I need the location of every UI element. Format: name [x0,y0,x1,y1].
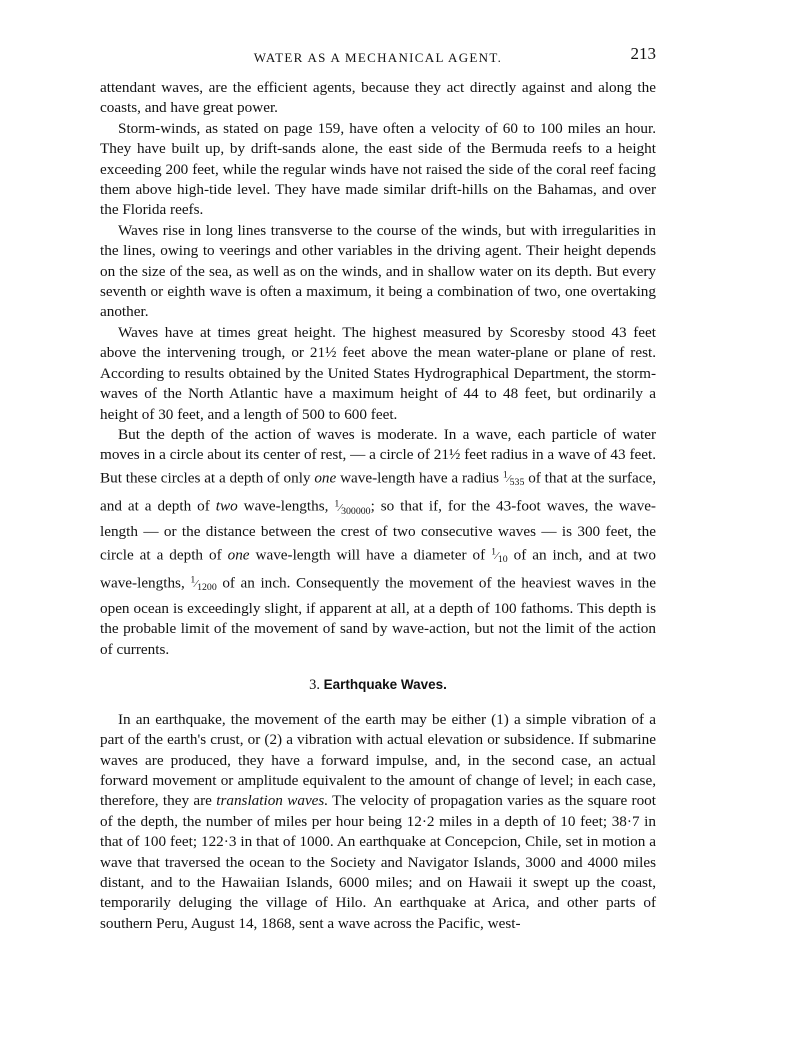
section-heading [100,675,656,695]
page-header [100,40,656,78]
book-page [100,40,656,934]
emphasis-translation-waves: translation waves. [216,792,329,810]
fraction-1-535: $^1⁄_{535}$ [502,469,525,489]
fraction-1-300000: $^1⁄_{300000}$ [334,497,371,517]
section-title: Earthquake Waves. [323,677,447,693]
emphasis-two: two [215,497,238,515]
fraction-1-1200: $^1⁄_{1200}$ [190,574,217,594]
page-number: 213 [630,44,656,63]
paragraph-wave-depth: But the depth of the action of waves is moderate. In a wave, each particle of water moves in a circle about its center of rest, — a circle of 21½ feet radius in a wave of 43 feet. But these circles at a depth of only one wave-length have a radius $^1⁄_{535}$ of that at the surface, and at a depth of two wave-lengths, $^1⁄_{300000}$; so that if, for the 43-foot waves, the wave-length — or the distance between the crest of two consecutive waves — is 300 feet, the circle at a depth of one wave-length will have a diameter of $^1⁄_{10}$ of an inch, and at two wave-lengths, $^1⁄_{1200}$ of an inch. Consequently the movement of the heaviest waves in the open ocean is exceedingly slight, if apparent at all, at a depth of 100 fathoms. This depth is the probable limit of the movement of sand by wave-action, but not the limit of the action of currents. [100,425,656,658]
paragraph-earthquake: In an earthquake, the movement of the earth may be either (1) a simple vibration of a part of the earth's crust, or (2) a vibration with actual elevation or subsidence. If submarine waves are produced, they have a forward impulse, and, in the second case, an actual forward movement or amplitude equivalent to the amount of change of level; in each case, therefore, they are translation waves. The velocity of propagation varies as the square root of the depth, the number of miles per hour being 12·2 miles in a depth of 10 feet; 38·7 in that of 100 feet; 122·3 in that of 1000. An earthquake at Concepcion, Chile, set in motion a wave that traversed the ocean to the Society and Navigator Islands, 3000 and 4000 miles distant, and to the Hawaiian Islands, 6000 miles; and on Hawaii it swept up the coast, temporarily deluging the village of Hilo. An earthquake at Arica, and other parts of southern Peru, August 14, 1868, sent a wave across the Pacific, west- [100,710,656,932]
section-number: 3. [309,677,320,694]
emphasis-one-2: one [227,546,250,564]
running-head: WATER AS A MECHANICAL AGENT. [253,50,503,65]
fraction-1-10: $^1⁄_{10}$ [491,546,508,566]
paragraph-wave-height: Waves have at times great height. The highest measured by Scoresby stood 43 feet above the intervening trough, or 21½ feet above the mean water-plane or plane of rest. According to results obtained by the United States Hydrographical Department, the storm-waves of the North Atlantic have a maximum height of 44 to 48 feet, but ordinarily a height of 30 feet, and a length of 500 to 600 feet. [100,323,656,423]
paragraph-waves-rise: Waves rise in long lines transverse to the course of the winds, but with irregularities in the lines, owing to veerings and other variables in the driving agent. Their height depends on the size of the sea, as well as on the winds, and in shallow water on its depth. But every seventh or eighth wave is often a maximum, it being a combination of two, one overtaking another. [100,221,656,321]
emphasis-one: one [314,469,337,487]
paragraph-storm-winds: Storm-winds, as stated on page 159, have often a velocity of 60 to 100 miles an hour. They have built up, by drift-sands alone, the east side of the Bermuda reefs to a height exceeding 200 feet, while the regular winds have not raised the side of the coral reef facing them above high-tide level. They have made similar drift-hills on the Bahamas, and over the Florida reefs. [100,119,656,219]
paragraph-continued: attendant waves, are the efficient agents, because they act directly against and along the coasts, and have great power. [100,79,656,117]
